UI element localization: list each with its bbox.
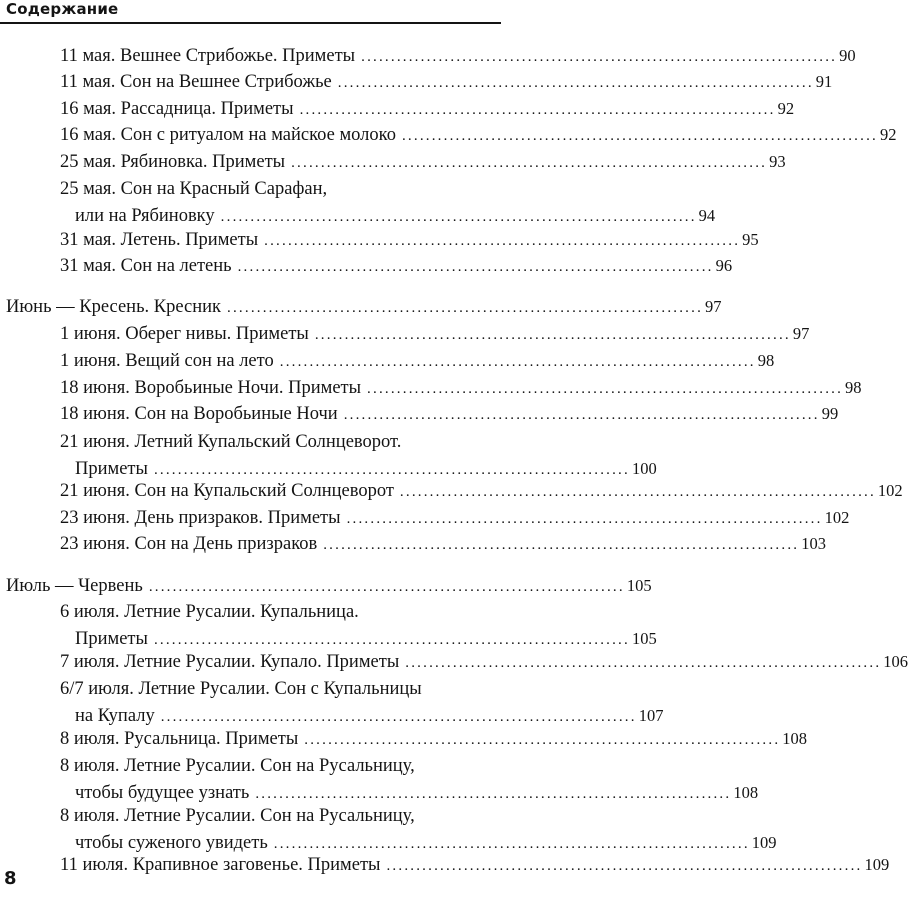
toc-entry-title: 18 июня. Сон на Воробьиные Ночи	[60, 404, 338, 424]
toc-entry-title: 11 мая. Вешнее Стрибожье. Приметы	[60, 46, 356, 66]
toc-entry-title: 8 июля. Летние Русалии. Сон на Русальницу,	[60, 806, 415, 826]
toc-page-number: 105	[631, 629, 657, 648]
toc-entry-title: Приметы	[75, 459, 148, 479]
toc-entry-title: 6/7 июля. Летние Русалии. Сон с Купальницы	[60, 679, 422, 699]
toc-page-number: 99	[821, 404, 839, 423]
toc-entry-title: 18 июня. Воробьиные Ночи. Приметы	[60, 378, 362, 398]
toc-page-number: 102	[824, 508, 850, 527]
toc-line	[60, 724, 808, 754]
toc-line	[60, 319, 810, 349]
toc-page-number: 94	[698, 206, 716, 225]
toc-entry-title: 1 июня. Оберег нивы. Приметы	[60, 324, 309, 344]
toc-entry-title: 1 июня. Вещий сон на лето	[60, 351, 274, 371]
dot-leader: ................................................................................	[346, 511, 823, 527]
toc-page-number: 107	[638, 706, 664, 725]
toc-line	[60, 147, 786, 177]
toc-entry-title: 8 июля. Летние Русалии. Сон на Русальницу,	[60, 756, 415, 776]
toc-page-number: 98	[845, 378, 862, 397]
toc-entry-title: чтобы суженого увидеть	[75, 833, 268, 853]
toc-page-number: 108	[733, 783, 759, 802]
dot-leader: ................................................................................	[304, 732, 781, 748]
dot-leader: ................................................................................	[337, 75, 814, 91]
toc-entry-title: чтобы будущее узнать	[75, 783, 250, 803]
toc-page-number: 98	[757, 351, 775, 370]
toc-line	[60, 120, 897, 150]
toc-entry-title: 7 июля. Летние Русалии. Купало. Приметы	[60, 652, 400, 672]
dot-leader: ................................................................................	[314, 327, 791, 343]
dot-leader: ................................................................................	[361, 49, 838, 65]
toc-page-number: 97	[705, 297, 722, 316]
header-rule	[0, 22, 501, 24]
dot-leader: ................................................................................	[279, 354, 756, 370]
dot-leader: ................................................................................	[227, 300, 704, 316]
dot-leader: ................................................................................	[148, 579, 625, 595]
toc-line	[60, 647, 908, 677]
toc-entry-title: 31 мая. Сон на летень	[60, 256, 232, 276]
toc-page-number: 105	[626, 576, 652, 595]
toc-page-number: 97	[792, 324, 810, 343]
toc-page-number: 106	[883, 652, 908, 671]
toc-page-number: 108	[782, 729, 808, 748]
page-number: 8	[4, 868, 17, 889]
dot-leader: ................................................................................	[291, 155, 768, 171]
toc-entry-title: 6 июля. Летние Русалии. Купальница.	[60, 602, 359, 622]
toc-page-number: 102	[877, 481, 903, 500]
dot-leader: ................................................................................	[264, 233, 741, 249]
dot-leader: ................................................................................	[299, 102, 776, 118]
dot-leader: ................................................................................	[153, 632, 630, 648]
toc-page-number: 96	[715, 256, 733, 275]
dot-leader: ................................................................................	[237, 259, 714, 275]
toc-entry-title: 25 мая. Рябиновка. Приметы	[60, 152, 286, 172]
toc-entry-title: Июнь — Кресень. Кресник	[6, 297, 222, 317]
toc-entry-title: на Купалу	[75, 706, 155, 726]
dot-leader: ................................................................................	[367, 381, 844, 397]
dot-leader: ................................................................................	[401, 128, 878, 144]
toc-page-number: 109	[751, 833, 777, 852]
toc-page-number: 100	[631, 459, 657, 478]
dot-leader: ................................................................................	[386, 858, 863, 874]
toc-page-number: 90	[839, 46, 856, 65]
toc-line	[60, 850, 890, 880]
toc-page-number: 93	[769, 152, 786, 171]
toc-page-number: 103	[801, 534, 826, 553]
toc-page-number: 92	[879, 125, 897, 144]
toc-line	[6, 292, 722, 322]
toc-page-number: 92	[777, 99, 795, 118]
toc-entry-title: 16 мая. Сон с ритуалом на майское молоко	[60, 125, 396, 145]
dot-leader: ................................................................................	[255, 786, 732, 802]
toc-entry-title: или на Рябиновку	[75, 206, 215, 226]
toc-entry-title: 8 июля. Русальница. Приметы	[60, 729, 299, 749]
dot-leader: ................................................................................	[160, 709, 637, 725]
toc-entry-title: 23 июня. День призраков. Приметы	[60, 508, 341, 528]
toc-line	[60, 529, 826, 559]
toc-entry-title: 21 июня. Сон на Купальский Солнцеворот	[60, 481, 394, 501]
running-header: Содержание	[6, 0, 119, 18]
toc-entry-title: 23 июня. Сон на День призраков	[60, 534, 318, 554]
toc-entry-title: Июль — Червень	[6, 576, 143, 596]
dot-leader: ................................................................................	[220, 209, 697, 225]
toc-page-number: 95	[742, 230, 759, 249]
toc-line	[60, 476, 903, 506]
toc-line	[60, 399, 839, 429]
toc-entry-title: 25 мая. Сон на Красный Сарафан,	[60, 179, 328, 199]
dot-leader: ................................................................................	[153, 462, 630, 478]
dot-leader: ................................................................................	[343, 407, 820, 423]
toc-entry-title: 11 июля. Крапивное заговенье. Приметы	[60, 855, 381, 875]
dot-leader: ................................................................................	[405, 655, 882, 671]
toc-entry-title: 16 мая. Рассадница. Приметы	[60, 99, 294, 119]
toc-line	[60, 346, 775, 376]
toc-entry-title: 21 июня. Летний Купальский Солнцеворот.	[60, 432, 402, 452]
toc-page-number: 91	[815, 72, 833, 91]
toc-page-number: 109	[864, 855, 890, 874]
dot-leader: ................................................................................	[399, 484, 876, 500]
toc-entry-title: Приметы	[75, 629, 148, 649]
toc-entry-title: 11 мая. Сон на Вешнее Стрибожье	[60, 72, 332, 92]
toc-line	[60, 251, 733, 281]
dot-leader: ................................................................................	[273, 836, 750, 852]
toc-line	[60, 67, 833, 97]
toc-entry-title: 31 мая. Летень. Приметы	[60, 230, 259, 250]
dot-leader: ................................................................................	[323, 537, 800, 553]
